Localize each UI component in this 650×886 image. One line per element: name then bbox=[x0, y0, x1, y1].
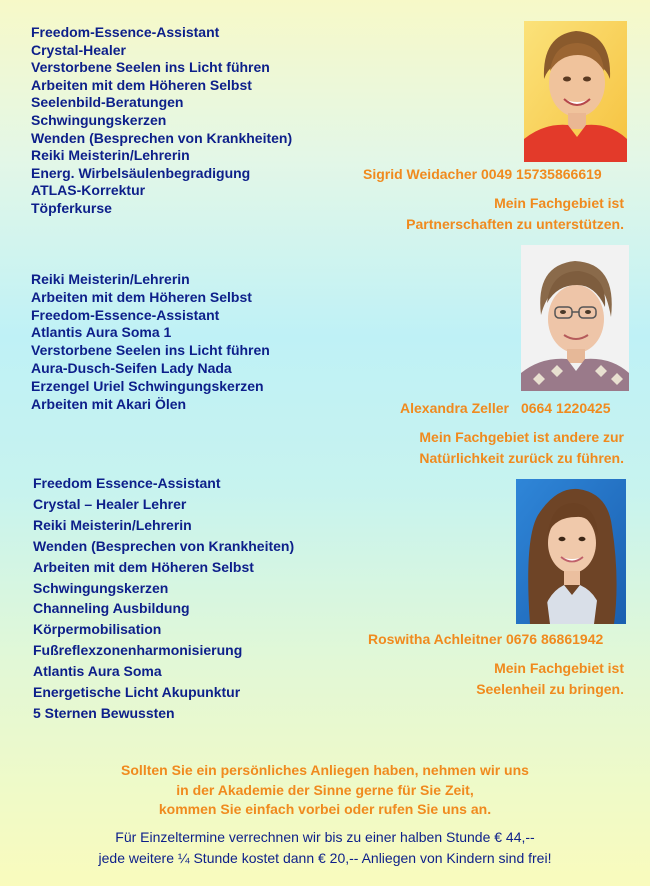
service-item: 5 Sternen Bewussten bbox=[33, 704, 175, 721]
contact-phone: 0664 1220425 bbox=[520, 400, 611, 416]
service-item: Wenden (Besprechen von Krankheiten) bbox=[31, 129, 293, 146]
invitation-line: in der Akademie der Sinne gerne für Sie Zeit, bbox=[176, 781, 474, 798]
service-item: Erzengel Uriel Schwingungskerzen bbox=[31, 377, 264, 394]
specialty-roswitha bbox=[476, 658, 624, 700]
service-item: ATLAS-Korrektur bbox=[31, 182, 146, 199]
service-item: Fußreflexzonenharmonisierung bbox=[33, 642, 243, 659]
service-item: Körpermobilisation bbox=[33, 621, 162, 638]
service-item: Schwingungskerzen bbox=[31, 111, 167, 128]
contact-name: Alexandra Zeller bbox=[400, 400, 509, 416]
portrait-photo-alexandra bbox=[521, 245, 629, 391]
specialty-sigrid bbox=[406, 193, 624, 235]
invitation-text bbox=[0, 761, 650, 820]
service-item: Reiki Meisterin/Lehrerin bbox=[31, 147, 190, 164]
specialty-line: Seelenheil zu bringen. bbox=[476, 681, 624, 697]
service-item: Atlantis Aura Soma 1 bbox=[31, 324, 172, 341]
service-item: Arbeiten mit dem Höheren Selbst bbox=[31, 76, 252, 93]
services-list-alexandra bbox=[31, 271, 270, 413]
service-item: Freedom-Essence-Assistant bbox=[31, 24, 220, 40]
contact-sigrid: Sigrid Weidacher 0049 15735866619 bbox=[363, 166, 602, 182]
specialty-line: Mein Fachgebiet ist andere zur bbox=[419, 429, 624, 445]
service-item: Aura-Dusch-Seifen Lady Nada bbox=[31, 359, 232, 376]
specialty-line: Mein Fachgebiet ist bbox=[494, 660, 624, 676]
pricing-line: Für Einzeltermine verrechnen wir bis zu einer halben Stunde € 44,-- bbox=[115, 829, 535, 845]
invitation-line: Sollten Sie ein persönliches Anliegen haben, nehmen wir uns bbox=[121, 762, 529, 778]
portrait-photo-roswitha bbox=[516, 479, 626, 624]
service-item: Freedom-Essence-Assistant bbox=[31, 306, 220, 323]
service-item: Freedom Essence-Assistant bbox=[33, 475, 221, 491]
service-item: Verstorbene Seelen ins Licht führen bbox=[31, 59, 270, 76]
specialty-line: Natürlichkeit zurück zu führen. bbox=[419, 450, 624, 466]
service-item: Seelenbild-Beratungen bbox=[31, 94, 184, 111]
service-item: Töpferkurse bbox=[31, 199, 112, 216]
service-item: Energetische Licht Akupunktur bbox=[33, 684, 241, 701]
contact-roswitha: Roswitha Achleitner 0676 86861942 bbox=[368, 631, 604, 647]
portrait-photo-sigrid bbox=[524, 21, 627, 162]
services-list-sigrid bbox=[31, 24, 292, 218]
pricing-line: jede weitere ¼ Stunde kostet dann € 20,-- Anliegen von Kindern sind frei! bbox=[98, 850, 552, 866]
invitation-line: kommen Sie einfach vorbei oder rufen Sie uns an. bbox=[158, 801, 492, 817]
service-item: Wenden (Besprechen von Krankheiten) bbox=[33, 537, 295, 554]
service-item: Channeling Ausbildung bbox=[33, 600, 190, 617]
service-item: Verstorbene Seelen ins Licht führen bbox=[31, 342, 270, 359]
service-item: Crystal-Healer bbox=[31, 41, 126, 58]
service-item: Crystal – Healer Lehrer bbox=[33, 495, 187, 512]
contact-alexandra bbox=[400, 400, 610, 416]
pricing-text bbox=[0, 827, 650, 869]
service-item: Energ. Wirbelsäulenbegradigung bbox=[31, 164, 251, 181]
service-item: Reiki Meisterin/Lehrerin bbox=[31, 271, 190, 287]
specialty-line: Partnerschaften zu unterstützen. bbox=[406, 216, 624, 232]
services-list-roswitha bbox=[33, 473, 294, 724]
specialty-line: Mein Fachgebiet ist bbox=[494, 195, 624, 211]
service-item: Arbeiten mit Akari Ölen bbox=[31, 395, 187, 412]
service-item: Atlantis Aura Soma bbox=[33, 663, 162, 680]
service-item: Arbeiten mit dem Höheren Selbst bbox=[33, 558, 254, 575]
service-item: Arbeiten mit dem Höheren Selbst bbox=[31, 288, 252, 305]
specialty-alexandra bbox=[419, 427, 624, 469]
service-item: Reiki Meisterin/Lehrerin bbox=[33, 516, 192, 533]
service-item: Schwingungskerzen bbox=[33, 579, 169, 596]
